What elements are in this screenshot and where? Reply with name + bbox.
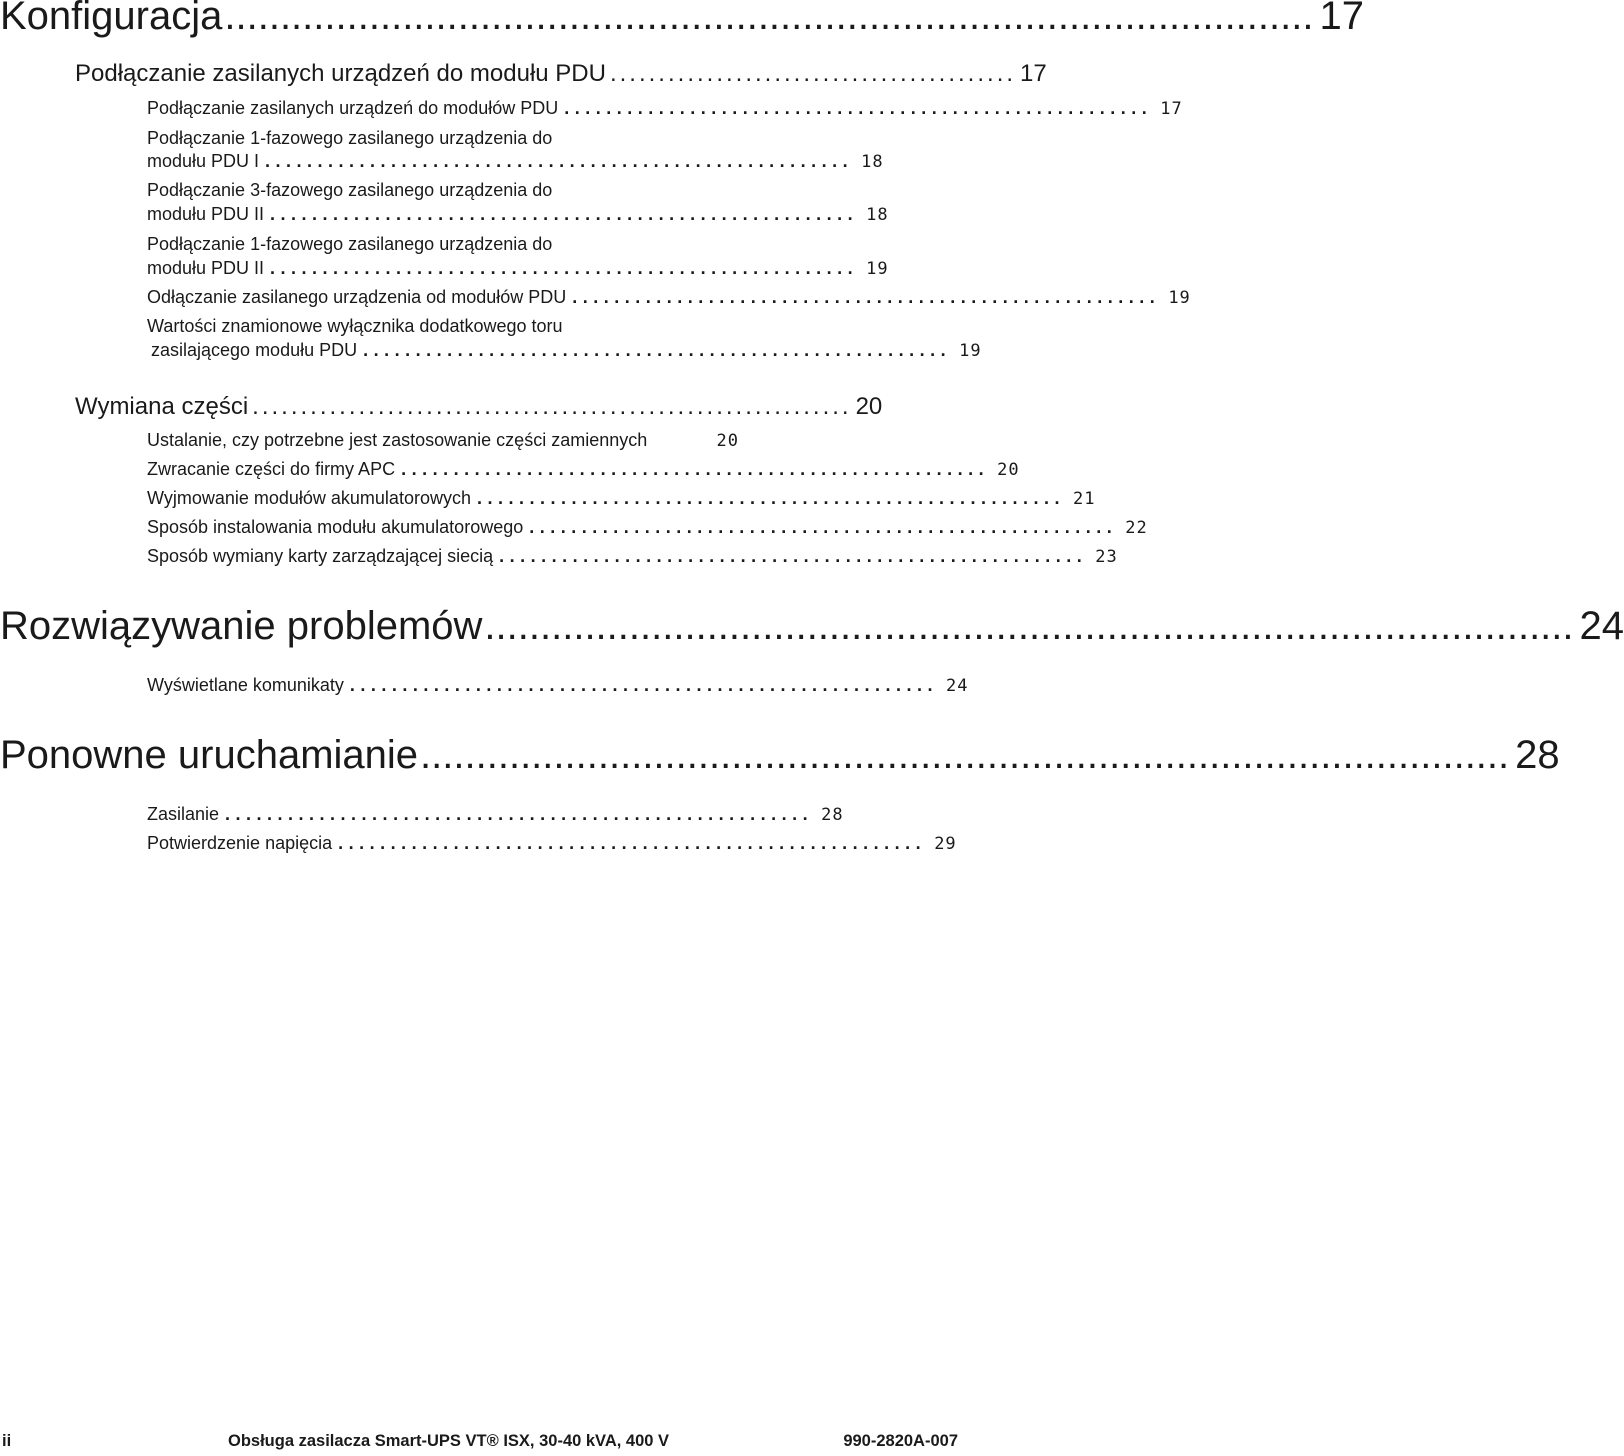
toc-entry[interactable]: [147, 204, 889, 228]
footer-page-number: ii: [2, 1432, 12, 1450]
page-number: 29: [934, 834, 957, 854]
entry-title: modułu PDU I: [147, 151, 260, 171]
toc-chapter-rozwiazywanie[interactable]: [0, 604, 1624, 652]
page-number: 24: [1579, 604, 1624, 648]
leader-dots: ..........................................: [609, 60, 1017, 87]
leader-dots: ........................................................: [270, 258, 859, 278]
toc-entry[interactable]: [147, 833, 957, 857]
entry-title: Sposób instalowania modułu akumulatorowego: [147, 517, 524, 537]
toc-entry[interactable]: [147, 804, 844, 828]
page-number: 24: [945, 676, 969, 696]
toc-entry[interactable]: [151, 340, 982, 364]
toc-entry-line1: Wartości znamionowe wyłącznika dodatkowego toru: [147, 316, 563, 336]
leader-dots: ........................................................: [572, 287, 1161, 307]
toc-entry-line1: Podłączanie 1-fazowego zasilanego urządzenia do: [147, 128, 553, 148]
toc-entry[interactable]: [147, 459, 1020, 483]
page-number: 23: [1095, 547, 1118, 567]
entry-title: modułu PDU II: [147, 258, 265, 278]
entry-title: Ustalanie, czy potrzebne jest zastosowanie części zamiennych: [147, 430, 648, 450]
page-number: 18: [866, 205, 889, 225]
toc-entry-line1: Podłączanie 3-fazowego zasilanego urządzenia do: [147, 180, 553, 200]
leader-dots: ..................................................................................................: [484, 604, 1574, 648]
toc-chapter-konfiguracja[interactable]: [0, 0, 1364, 42]
page-number: 17: [1319, 0, 1364, 38]
entry-title: Podłączanie zasilanych urządzeń do modułów PDU: [147, 98, 559, 118]
section-title: Wymiana części: [75, 393, 249, 420]
page-number: 28: [821, 805, 844, 825]
toc-chapter-ponowne[interactable]: [0, 733, 1560, 781]
entry-title: Zasilanie: [147, 804, 220, 824]
leader-dots: ........................................................: [265, 151, 854, 171]
leader-dots: ........................................................: [529, 517, 1118, 537]
entry-title: Zwracanie części do firmy APC: [147, 459, 396, 479]
toc-entry[interactable]: [147, 675, 969, 699]
leader-dots: ........................................................: [225, 804, 814, 824]
page-number: 28: [1515, 733, 1560, 777]
section-title: Podłączanie zasilanych urządzeń do modułu PDU: [75, 60, 606, 87]
leader-dots: ..................................................................................................: [224, 0, 1314, 38]
toc-entry[interactable]: [147, 151, 884, 175]
leader-dots: ........................................................: [476, 488, 1066, 508]
toc-entry[interactable]: [147, 546, 1118, 570]
chapter-title: Rozwiązywanie problemów: [0, 604, 483, 648]
entry-title: Odłączanie zasilanego urządzenia od modułów PDU: [147, 287, 567, 307]
leader-dots: ........................................................: [401, 459, 990, 479]
leader-dots: ..............................................................: [252, 393, 852, 420]
toc-entry[interactable]: [147, 488, 1096, 512]
toc-entry[interactable]: [147, 98, 1183, 122]
entry-title: Potwierdzenie napięcia: [147, 833, 333, 853]
leader-dots: ........................................................: [270, 204, 859, 224]
page-number: 22: [1125, 518, 1148, 538]
toc-entry[interactable]: [147, 287, 1191, 311]
leader-dots: ........................................................: [564, 98, 1153, 118]
chapter-title: Konfiguracja: [0, 0, 223, 38]
page-number: 17: [1020, 60, 1047, 87]
page-number: 17: [1160, 99, 1183, 119]
toc-section-pdu[interactable]: [75, 60, 1047, 90]
toc-section-wymiana[interactable]: [75, 393, 883, 423]
page-number: 18: [861, 152, 884, 172]
chapter-title: Ponowne uruchamianie: [0, 733, 419, 777]
leader-dots: ........................................................: [349, 675, 938, 695]
entry-title: Wyświetlane komunikaty: [147, 675, 344, 695]
leader-dots: ..................................................................................................: [420, 733, 1510, 777]
entry-title: Sposób wymiany karty zarządzającej siecią: [147, 546, 494, 566]
toc-entry[interactable]: [147, 430, 739, 454]
entry-title: modułu PDU II: [147, 204, 265, 224]
footer-title: Obsługa zasilacza Smart-UPS VT® ISX, 30-40 kVA, 400 V: [228, 1432, 670, 1450]
toc-entry-line1: Podłączanie 1-fazowego zasilanego urządzenia do: [147, 234, 553, 254]
leader-dots: ........................................................: [499, 546, 1088, 566]
page-number: 20: [716, 431, 739, 451]
page-number: 20: [855, 393, 883, 420]
entry-title: zasilającego modułu PDU: [151, 340, 358, 360]
footer-doc-number: 990-2820A-007: [843, 1432, 958, 1450]
toc-entry[interactable]: [147, 258, 889, 282]
page-number: 19: [1168, 288, 1191, 308]
page-number: 21: [1073, 489, 1096, 509]
page-number: 19: [959, 341, 982, 361]
leader-dots: ........................................................: [338, 833, 927, 853]
page-number: 20: [997, 460, 1020, 480]
entry-title: Wyjmowanie modułów akumulatorowych: [147, 488, 471, 508]
page-number: 19: [866, 259, 889, 279]
toc-entry[interactable]: [147, 517, 1148, 541]
leader-dots: ........................................................: [363, 340, 952, 360]
